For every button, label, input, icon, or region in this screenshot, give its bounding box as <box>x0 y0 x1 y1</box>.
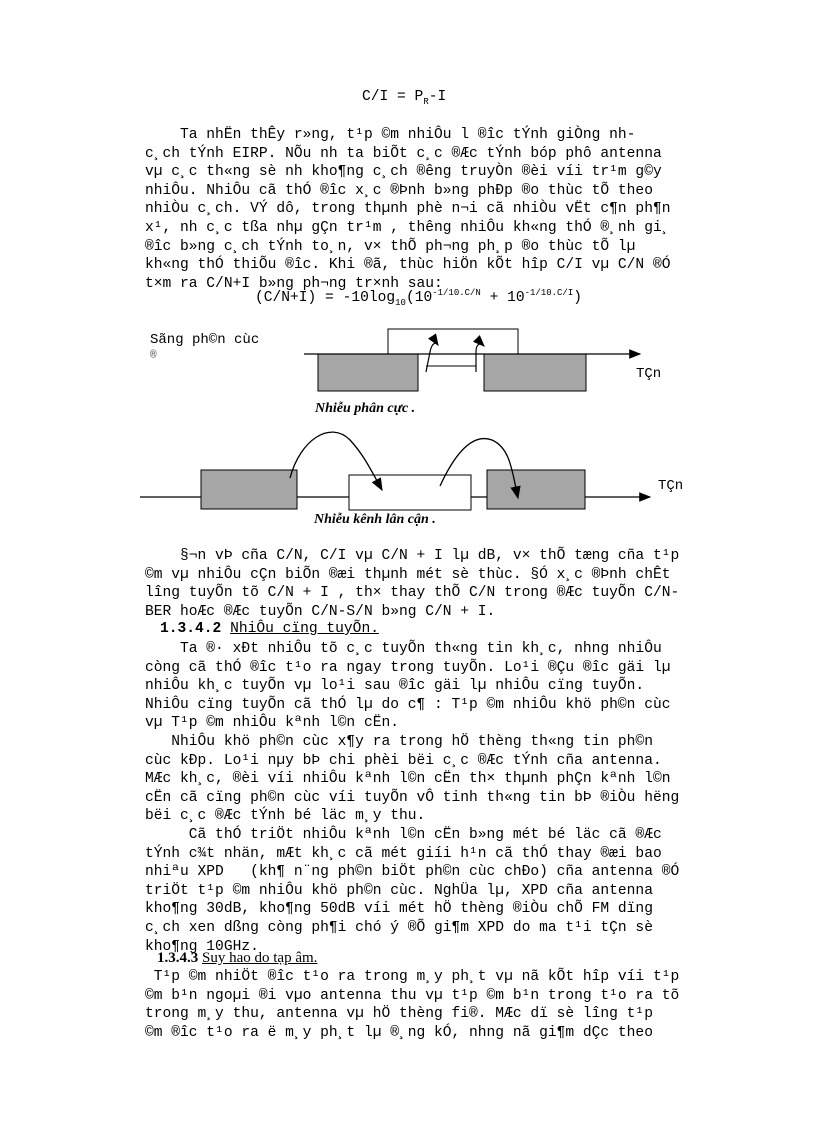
text-line: cËn cã cïng ph©n cùc víi tuyÕn vÔ tinh th«ng tin bÞ ®iÒu hëng <box>145 789 680 806</box>
fig1-label-2: ® <box>150 350 157 362</box>
text-line: T¹p ©m nhiÖt ®îc t¹o ra trong m¸y ph¸t vµ nã kÕt hîp víi t¹p <box>145 969 680 985</box>
text-line: NhiÔu cïng tuyÕn cã thÓ lµ do c¶ : T¹p ©m nhiÔu khö ph©n cùc <box>145 696 671 713</box>
text-line: cùc kÐp. Lo¹i nµy bÞ chi phèi bëi c¸c ®Æc tÝnh cña antenna. <box>145 752 662 769</box>
fig2-caption: Nhiễu kênh lân cận . <box>314 512 436 527</box>
eq-text: (C/N+I) = -10log <box>255 289 396 306</box>
text-line: c¸ch tÝnh EIRP. NÕu nh ta biÕt c¸c ®Æc tÝnh bóp phô antenna <box>145 145 662 162</box>
fig1-axis-label: TÇn <box>636 366 662 382</box>
section-number: 1.3.4.3 <box>157 950 199 966</box>
text-line: tÝnh c¾t nhän, mÆt kh¸c cã mét giíi h¹n cã thÓ thay ®æi bao <box>145 845 662 862</box>
text-line: còng cã thÓ ®îc t¹o ra ngay trong tuyÕn. Lo¹i ®Çu ®îc gäi lµ <box>145 659 671 676</box>
fig1-block-top <box>388 329 518 354</box>
fig1-block-left <box>318 354 418 391</box>
text-line: MÆc kh¸c, ®èi víi nhiÔu kªnh l©n cËn th× thµnh phÇn kªnh l©n <box>145 771 671 788</box>
section-title: Suy hao do tạp âm. <box>202 950 318 966</box>
text-line: ®îc b»ng c¸ch tÝnh to¸n, v× thÕ ph¬ng ph¸p ®o thùc tÕ lµ <box>145 238 636 255</box>
eq-text: (10 <box>405 289 433 306</box>
text-line: kho¶ng 10GHz. <box>145 938 259 955</box>
figure-polarization <box>0 0 816 540</box>
text-line: ©m vµ nhiÔu cÇn biÕn ®æi thµnh mét sè thùc. §Ó x¸c ®Þnh chÊt <box>145 566 671 583</box>
text-line: Ta ®· xÐt nhiÔu tõ c¸c tuyÕn th«ng tin kh¸c, nhng nhiÔu <box>145 641 662 657</box>
text-line: nhiªu XPD (kh¶ n¨ng ph©n biÖt ph©n cùc chÐo) cña antenna ®Ó <box>145 864 680 881</box>
text-line: c¸ch xen dßng còng ph¶i chó ý ®Õ gi¶m XPD do ma t¹i tÇn sè <box>145 920 653 936</box>
fig1-caption: Nhiễu phân cực . <box>315 401 416 416</box>
eq-sub: R <box>423 96 429 107</box>
fig1-block-right <box>484 354 586 391</box>
section-heading-1343 <box>157 950 317 967</box>
eq-sup: -1/10.C/I <box>524 288 574 298</box>
text-line: Ta nhËn thÊy r»ng, t¹p ©m nhiÔu l ®îc tÝnh giÒng nh- <box>145 127 636 143</box>
text-line: triÖt t¹p ©m nhiÔu khö ph©n cùc. NghÜa lµ, XPD cña antenna <box>145 882 653 899</box>
text-line: vµ c¸c th«ng sè nh kho¶ng c¸ch ®êng truyÒn ®èi víi tr¹m g©y <box>145 164 662 181</box>
fig2-axis-label: TÇn <box>658 478 684 494</box>
eq-text: C/I = P <box>362 89 424 105</box>
eq-sup: -1/10.C/N <box>432 288 481 298</box>
section-number: 1.3.4.2 <box>160 621 222 637</box>
text-line: bëi c¸c ®Æc tÝnh bé läc m¸y thu. <box>145 808 426 825</box>
section-heading-1342 <box>160 621 379 637</box>
text-line: x¹, nh c¸c tßa nhµ gÇn tr¹m , thêng nhiÔu kh«ng thÓ ®¸nh gi¸ <box>145 220 671 236</box>
text-line: t×m ra C/N+I b»ng ph¬ng tr×nh sau: <box>145 275 443 292</box>
fig2-block-right <box>487 470 585 509</box>
eq-text: -I <box>428 89 447 105</box>
text-line: nhiÔu. NhiÔu cã thÓ ®îc x¸c ®Þnh b»ng phÐp ®o thùc tÕ theo <box>145 182 653 199</box>
text-line: §¬n vÞ cña C/N, C/I vµ C/N + I lµ dB, v× thÕ tæng cña t¹p <box>145 548 680 564</box>
eq-text: ) <box>573 289 582 306</box>
text-line: trong m¸y thu, antenna vµ hÖ thèng fi®. MÆc dï sè lîng t¹p <box>145 1006 653 1023</box>
eq-text: + 10 <box>480 289 525 306</box>
text-line: kho¶ng 30dB, kho¶ng 50dB víi mét hÖ thèng ®iÒu chÕ FM dïng <box>145 901 653 918</box>
fig1-label: Sãng ph©n cùc <box>150 332 260 348</box>
fig2-block-center <box>349 475 471 510</box>
text-line: nhiÔu kh¸c tuyÕn vµ lo¹i sau ®îc gäi lµ nhiÔu cïng tuyÕn. <box>145 678 645 695</box>
section-title: NhiÔu cïng tuyÕn. <box>230 621 379 637</box>
text-line: ©m ®îc t¹o ra ë m¸y ph¸t lµ ®¸ng kÓ, nhng nã gi¶m dÇc theo <box>145 1024 653 1041</box>
text-line: lîng tuyÕn tõ C/N + I , th× thay thÕ C/N trong ®Æc tuyÕn C/N- <box>145 585 680 602</box>
text-line: ©m b¹n ngoµi ®i vµo antenna thu vµ t¹p ©m b¹n trong t¹o ra tõ <box>145 987 680 1004</box>
text-line: vµ T¹p ©m nhiÔu kªnh l©n cËn. <box>145 715 399 732</box>
fig2-block-left <box>201 470 297 509</box>
text-line: Cã thÓ triÖt nhiÔu kªnh l©n cËn b»ng mét bé läc cã ®Æc <box>145 827 662 843</box>
text-line: nhiÒu c¸ch. VÝ dô, trong thµnh phè n¬i cã nhiÒu vËt c¶n ph¶n <box>145 201 671 218</box>
eq-sub: 10 <box>395 297 406 308</box>
text-line: BER hoÆc ®Æc tuyÕn C/N-S/N b»ng C/N + I. <box>145 603 496 620</box>
text-line: NhiÔu khö ph©n cùc x¶y ra trong hÖ thèng th«ng tin ph©n <box>145 734 653 750</box>
text-line: kh«ng thÓ thiÕu ®îc. Khi ®ã, thùc hiÖn kÕt hîp C/I vµ C/N ®Ó <box>145 257 671 274</box>
